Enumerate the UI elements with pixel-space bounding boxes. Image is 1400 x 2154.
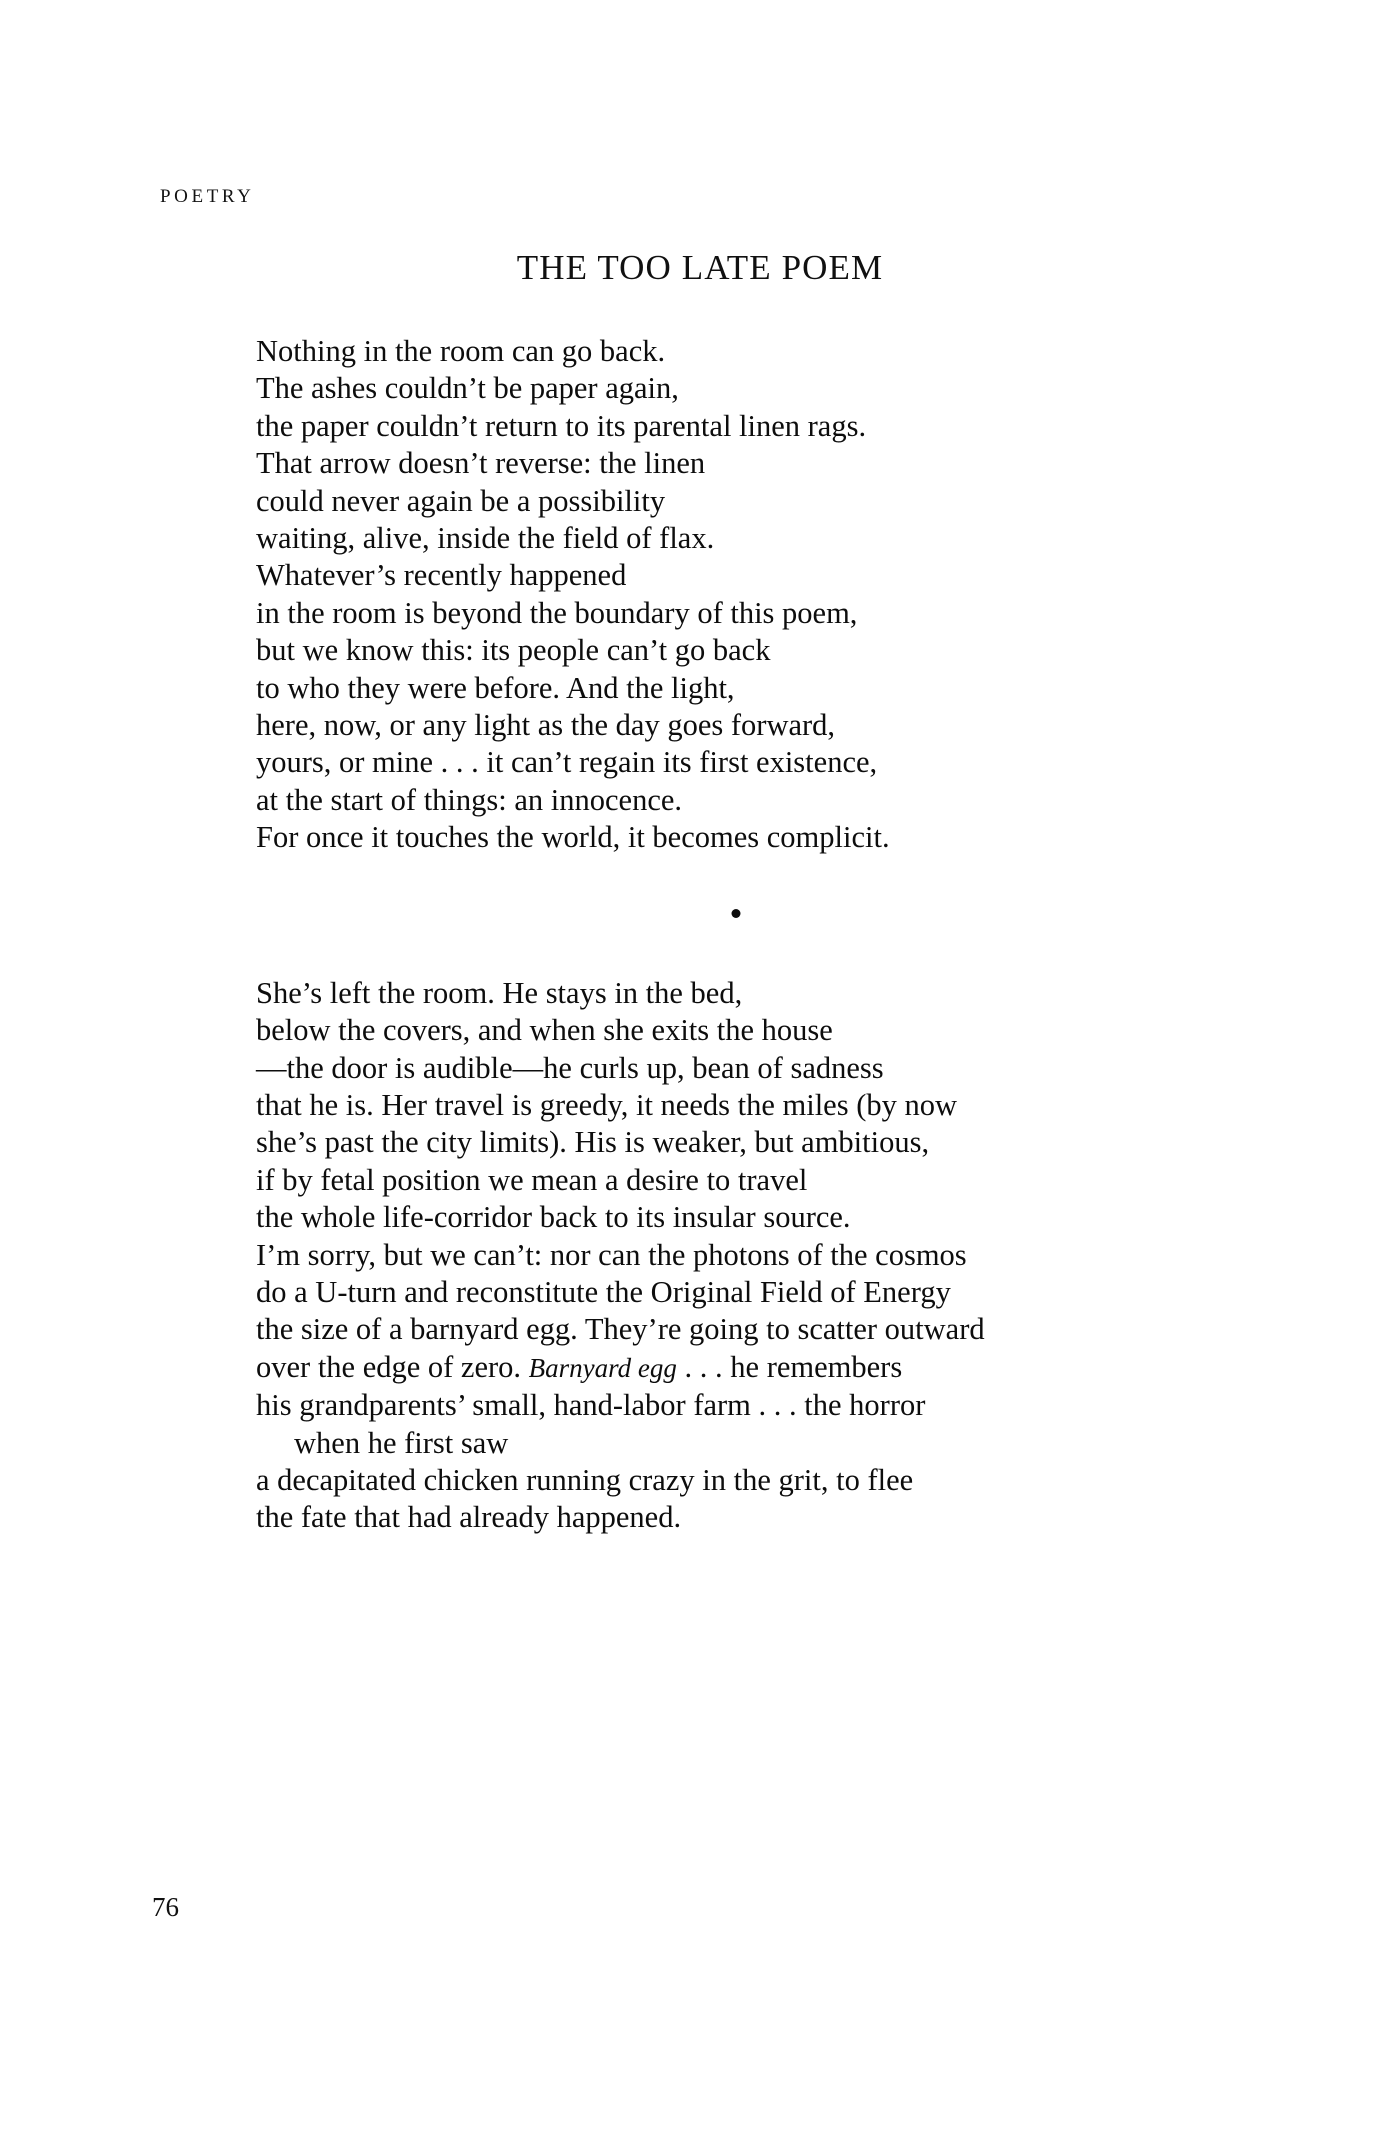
poem-line: to who they were before. And the light, <box>256 670 735 705</box>
poem-line: if by fetal position we mean a desire to travel <box>256 1162 808 1197</box>
poem-line: in the room is beyond the boundary of this poem, <box>256 595 858 630</box>
stanza-1 <box>256 333 1216 857</box>
poem-line: the fate that had already happened. <box>256 1500 682 1535</box>
poem-line: Whatever’s recently happened <box>256 558 627 593</box>
poem-line: Nothing in the room can go back. <box>256 334 666 368</box>
poem-line: The ashes couldn’t be paper again, <box>256 371 679 406</box>
poem-line: when he first saw <box>294 1425 509 1460</box>
poem-body <box>256 333 1216 1537</box>
poem-line: I’m sorry, but we can’t: nor can the photons of the cosmos <box>256 1237 967 1272</box>
poem-line: the size of a barnyard egg. They’re going to scatter outward <box>256 1312 985 1347</box>
poem-line: she’s past the city limits). His is weaker, but ambitious, <box>256 1125 930 1160</box>
poem-line: his grandparents’ small, hand-labor farm . . . the horror <box>256 1388 926 1423</box>
poem-line: could never again be a possibility <box>256 483 666 518</box>
poem-line: a decapitated chicken running crazy in the grit, to flee <box>256 1462 914 1497</box>
poem-line: For once it touches the world, it becomes complicit. <box>256 820 890 855</box>
page-title: THE TOO LATE POEM <box>516 248 884 287</box>
poem-line: here, now, or any light as the day goes forward, <box>256 708 836 743</box>
poem-line: —the door is audible—he curls up, bean of sadness <box>256 1050 884 1085</box>
section-divider <box>256 857 1216 975</box>
poem-line: do a U-turn and reconstitute the Original Field of Energy <box>256 1274 951 1309</box>
bullet-icon <box>732 909 741 918</box>
poem-line: the paper couldn’t return to its parental linen rags. <box>256 408 867 443</box>
poem-line: That arrow doesn’t reverse: the linen <box>256 446 706 481</box>
poem-line: but we know this: its people can’t go back <box>256 633 771 668</box>
poem-line: at the start of things: an innocence. <box>256 782 683 817</box>
poem-line: waiting, alive, inside the field of flax. <box>256 521 715 556</box>
poem-line: the whole life-corridor back to its insular source. <box>256 1200 851 1235</box>
stanza-2 <box>256 975 1216 1537</box>
poem-line: over the edge of zero. Barnyard egg . . . he remembers <box>256 1349 903 1384</box>
poem-line: that he is. Her travel is greedy, it needs the miles (by now <box>256 1087 958 1122</box>
running-head: POETRY <box>160 186 255 207</box>
poem-line: below the covers, and when she exits the house <box>256 1013 833 1048</box>
poem-line: yours, or mine . . . it can’t regain its first existence, <box>256 745 878 780</box>
poem-line: She’s left the room. He stays in the bed, <box>256 975 743 1010</box>
page-number: 76 <box>152 1892 179 1922</box>
